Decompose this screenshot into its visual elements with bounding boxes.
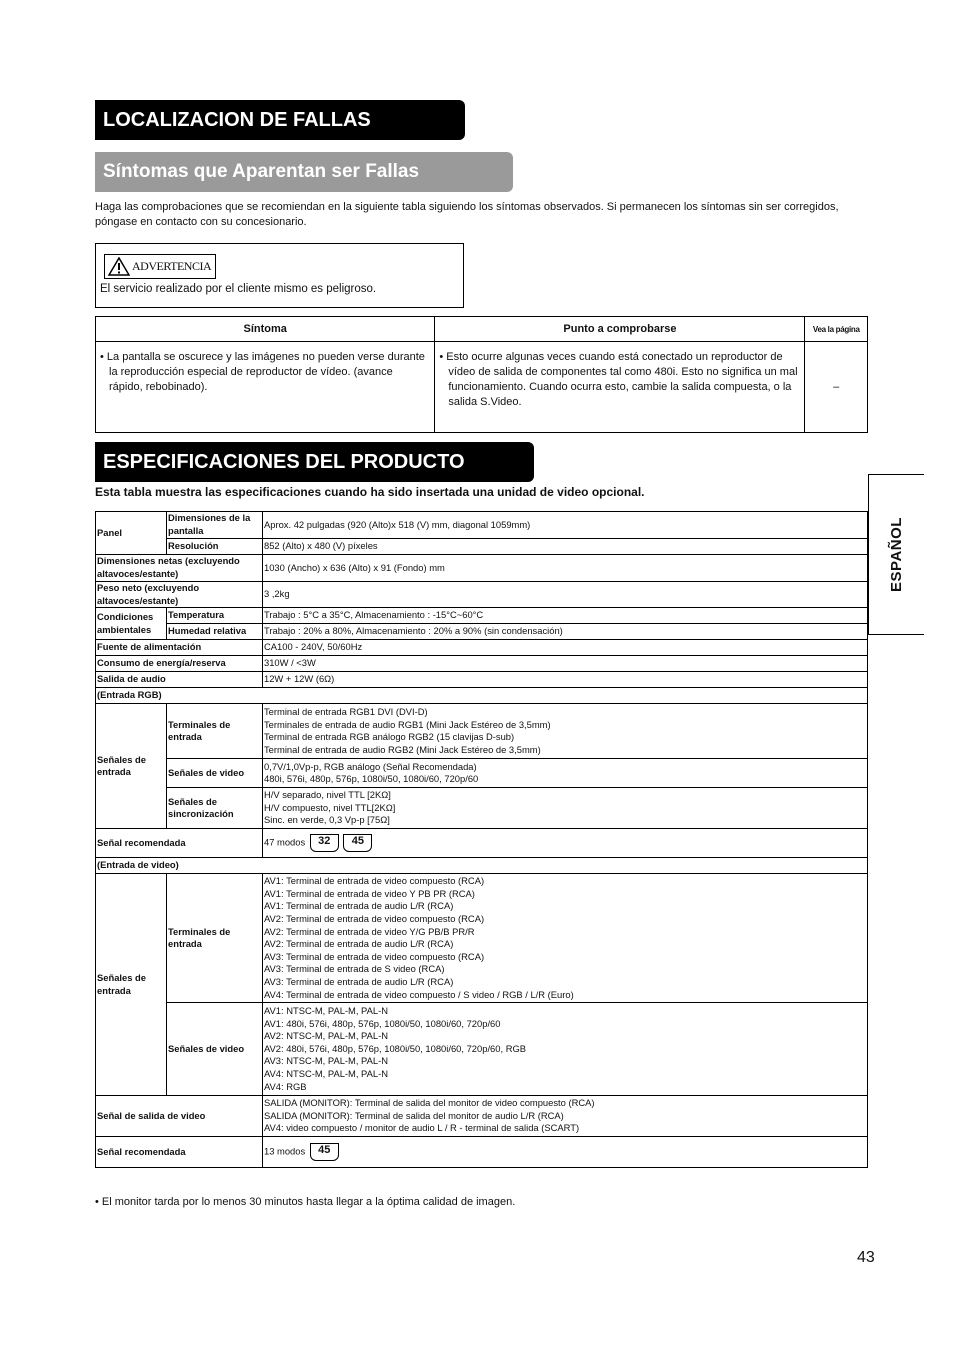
spec-line: AV1: Terminal de entrada de video Y PB PR (RCA) — [264, 887, 475, 899]
spec-line: Terminal de entrada RGB1 DVI (DVI-D) — [264, 706, 428, 717]
spec-value: Trabajo : 5°C a 35°C, Almacenamiento : -15°C~60°C — [263, 608, 868, 624]
spec-label: Dimensiones netas (excluyendo altavoces/estante) — [96, 555, 263, 582]
spec-line: AV2: Terminal de entrada de video Y/G PB/B PR/R — [264, 925, 475, 937]
section-header-specifications — [95, 442, 534, 482]
spec-label: Panel — [96, 512, 167, 555]
spec-line: AV2: 480i, 576i, 480p, 576p, 1080i/50, 1080i/60, 720p/60, RGB — [264, 1042, 527, 1054]
section-header-troubleshooting — [95, 100, 465, 140]
symptom-text: • La pantalla se oscurece y las imágenes no pueden verse durante la reproducción especial de reproductor de vídeo. (avance rápido, rebobinado). — [100, 351, 425, 393]
table-header-row — [96, 317, 868, 342]
spec-value-multiline — [263, 788, 868, 829]
spec-line: AV2: Terminal de entrada de video compuesto (RCA) — [264, 913, 485, 924]
spec-value: 12W + 12W (6Ω) — [263, 672, 868, 688]
spec-line: AV1: NTSC-M, PAL-M, PAL-N — [264, 1005, 388, 1017]
spec-label: Señales de entrada — [96, 874, 167, 1096]
group-header-rgb: (Entrada RGB) — [96, 688, 868, 704]
table-row — [96, 788, 868, 829]
spec-line: AV4: video compuesto / monitor de audio L / R - terminal de salida (SCART) — [264, 1122, 580, 1134]
col-header-page: Vea la página — [805, 317, 868, 342]
table-row — [96, 555, 868, 582]
spec-label: Consumo de energía/reserva — [96, 656, 263, 672]
warning-text: El servicio realizado por el cliente mismo es peligroso. — [100, 283, 377, 295]
footnote: • El monitor tarda por lo menos 30 minutos hasta llegar a la óptima calidad de imagen. — [95, 1196, 516, 1208]
table-row — [96, 672, 868, 688]
table-row — [96, 1137, 868, 1168]
warning-label — [104, 254, 216, 279]
spec-value — [263, 1137, 868, 1168]
spec-value-multiline — [263, 1003, 868, 1096]
spec-line: AV1: Terminal de entrada de video compuesto (RCA) — [264, 875, 485, 887]
spec-label: Peso neto (excluyendo altavoces/estante) — [96, 582, 263, 608]
subsection-title: Síntomas que Aparentan ser Fallas — [103, 161, 420, 182]
spec-label: Condiciones ambientales — [96, 608, 167, 640]
table-row — [96, 858, 868, 874]
spec-label: Señal recomendada — [96, 1137, 263, 1168]
table-row — [96, 1003, 868, 1096]
symptom-cell — [96, 342, 435, 433]
spec-sublabel: Terminales de entrada — [167, 874, 263, 1003]
spec-line: AV1: 480i, 576i, 480p, 576p, 1080i/50, 1080i/60, 720p/60 — [264, 1017, 501, 1029]
spec-value-multiline — [263, 874, 868, 1003]
spec-value-text: 13 modos — [264, 1145, 306, 1157]
spec-line: AV3: Terminal de entrada de video compuesto (RCA) — [264, 950, 485, 962]
page-number: 43 — [857, 1249, 875, 1266]
spec-line: AV3: Terminal de entrada de S video (RCA) — [264, 963, 445, 975]
spec-line: SALIDA (MONITOR): Terminal de salida del monitor de video compuesto (RCA) — [264, 1097, 595, 1109]
table-row — [96, 656, 868, 672]
spec-sublabel: Terminales de entrada — [167, 704, 263, 759]
page-reference-badge: 32 — [310, 834, 339, 852]
spec-label: Señal recomendada — [96, 829, 263, 858]
spec-line: AV3: Terminal de entrada de audio L/R (RCA) — [264, 975, 454, 987]
spec-line: Sinc. en verde, 0,3 Vp-p [75Ω] — [264, 814, 390, 826]
spec-sublabel: Señales de video — [167, 759, 263, 788]
spec-value: Trabajo : 20% a 80%, Almacenamiento : 20% a 90% (sin condensación) — [263, 624, 868, 640]
spec-line: AV2: Terminal de entrada de audio L/R (RCA) — [264, 938, 454, 950]
table-row — [96, 539, 868, 555]
table-row — [96, 342, 868, 433]
spec-line: H/V separado, nivel TTL [2KΩ] — [264, 789, 391, 801]
spec-label: Fuente de alimentación — [96, 640, 263, 656]
specifications-table — [95, 511, 868, 1168]
spec-label: Salida de audio — [96, 672, 263, 688]
spec-value: 3 ,2kg — [263, 582, 868, 608]
spec-line: 480i, 576i, 480p, 576p, 1080i/50, 1080i/60, 720p/60 — [264, 773, 479, 785]
spec-label: Señales de entrada — [96, 704, 167, 829]
page-reference-badge: 45 — [310, 1143, 339, 1161]
check-text: • Esto ocurre algunas veces cuando está conectado un reproductor de vídeo de salida de componentes tal como 480i. Esto no significa un mal funcionamiento. Cuando ocurra esto, cambie la salida compuesta, o la salida S.Video. — [439, 351, 798, 408]
check-cell — [435, 342, 805, 433]
spec-line: SALIDA (MONITOR): Terminal de salida del monitor de audio L/R (RCA) — [264, 1109, 564, 1121]
spec-sublabel: Señales de sincronización — [167, 788, 263, 829]
spec-line: Terminal de entrada RGB análogo RGB2 (15 clavijas D-sub) — [264, 731, 515, 743]
spec-value-text: 47 modos — [264, 836, 306, 848]
symptoms-table — [95, 316, 868, 433]
col-header-symptom: Síntoma — [96, 317, 435, 342]
table-row — [96, 759, 868, 788]
table-row — [96, 829, 868, 858]
spec-line: Terminal de entrada de audio RGB2 (Mini Jack Estéreo de 3,5mm) — [264, 743, 541, 755]
spec-value: 1030 (Ancho) x 636 (Alto) x 91 (Fondo) mm — [263, 555, 868, 582]
warning-triangle-icon — [108, 257, 130, 276]
spec-line: AV3: NTSC-M, PAL-M, PAL-N — [264, 1055, 388, 1067]
spec-line: AV1: Terminal de entrada de audio L/R (RCA) — [264, 900, 454, 912]
col-header-check: Punto a comprobarse — [435, 317, 805, 342]
language-side-tab-label — [868, 474, 924, 635]
spec-sublabel: Dimensiones de la pantalla — [167, 512, 263, 539]
table-row — [96, 874, 868, 1003]
spec-value-multiline — [263, 1096, 868, 1137]
section-title: ESPECIFICACIONES DEL PRODUCTO — [103, 450, 465, 473]
spec-line: Terminales de entrada de audio RGB1 (Mini Jack Estéreo de 3,5mm) — [264, 718, 551, 730]
table-row — [96, 624, 868, 640]
spec-sublabel: Señales de video — [167, 1003, 263, 1096]
spec-sublabel: Resolución — [167, 539, 263, 555]
table-row — [96, 608, 868, 624]
spec-line: AV4: RGB — [264, 1080, 307, 1092]
spec-line: AV2: NTSC-M, PAL-M, PAL-N — [264, 1030, 388, 1042]
table-row — [96, 512, 868, 539]
table-row — [96, 1096, 868, 1137]
language-label: ESPAÑOL — [887, 517, 905, 592]
spec-intro: Esta tabla muestra las especificaciones cuando ha sido insertada una unidad de video opcional. — [95, 485, 645, 499]
warning-box — [95, 243, 464, 308]
table-row — [96, 640, 868, 656]
spec-value: 852 (Alto) x 480 (V) píxeles — [263, 539, 868, 555]
spec-line: AV4: NTSC-M, PAL-M, PAL-N — [264, 1068, 388, 1080]
spec-value-multiline — [263, 704, 868, 759]
page-reference-badge: 45 — [343, 834, 372, 852]
spec-label: Señal de salida de video — [96, 1096, 263, 1137]
spec-line: 0,7V/1,0Vp-p, RGB análogo (Señal Recomendada) — [264, 760, 477, 772]
warning-label-text: ADVERTENCIA — [132, 259, 212, 273]
table-row — [96, 582, 868, 608]
table-row — [96, 704, 868, 759]
subsection-header-symptoms — [95, 152, 513, 192]
table-row — [96, 688, 868, 704]
spec-sublabel: Temperatura — [167, 608, 263, 624]
section-title: LOCALIZACION DE FALLAS — [103, 108, 371, 131]
page-cell: – — [805, 342, 868, 433]
spec-value: 310W / <3W — [263, 656, 868, 672]
spec-sublabel: Humedad relativa — [167, 624, 263, 640]
intro-paragraph: Haga las comprobaciones que se recomiendan en la siguiente tabla siguiendo los síntomas observados. Si permanecen los síntomas sin ser corregidos, póngase en contacto con su concesionario. — [95, 201, 839, 228]
spec-value-multiline — [263, 759, 868, 788]
spec-line: H/V compuesto, nivel TTL[2KΩ] — [264, 801, 396, 813]
group-header-video: (Entrada de video) — [96, 858, 868, 874]
spec-value: CA100 - 240V, 50/60Hz — [263, 640, 868, 656]
spec-line: AV4: Terminal de entrada de video compuesto / S video / RGB / L/R (Euro) — [264, 988, 574, 1000]
spec-value — [263, 829, 868, 858]
spec-value: Aprox. 42 pulgadas (920 (Alto)x 518 (V) mm, diagonal 1059mm) — [263, 512, 868, 539]
